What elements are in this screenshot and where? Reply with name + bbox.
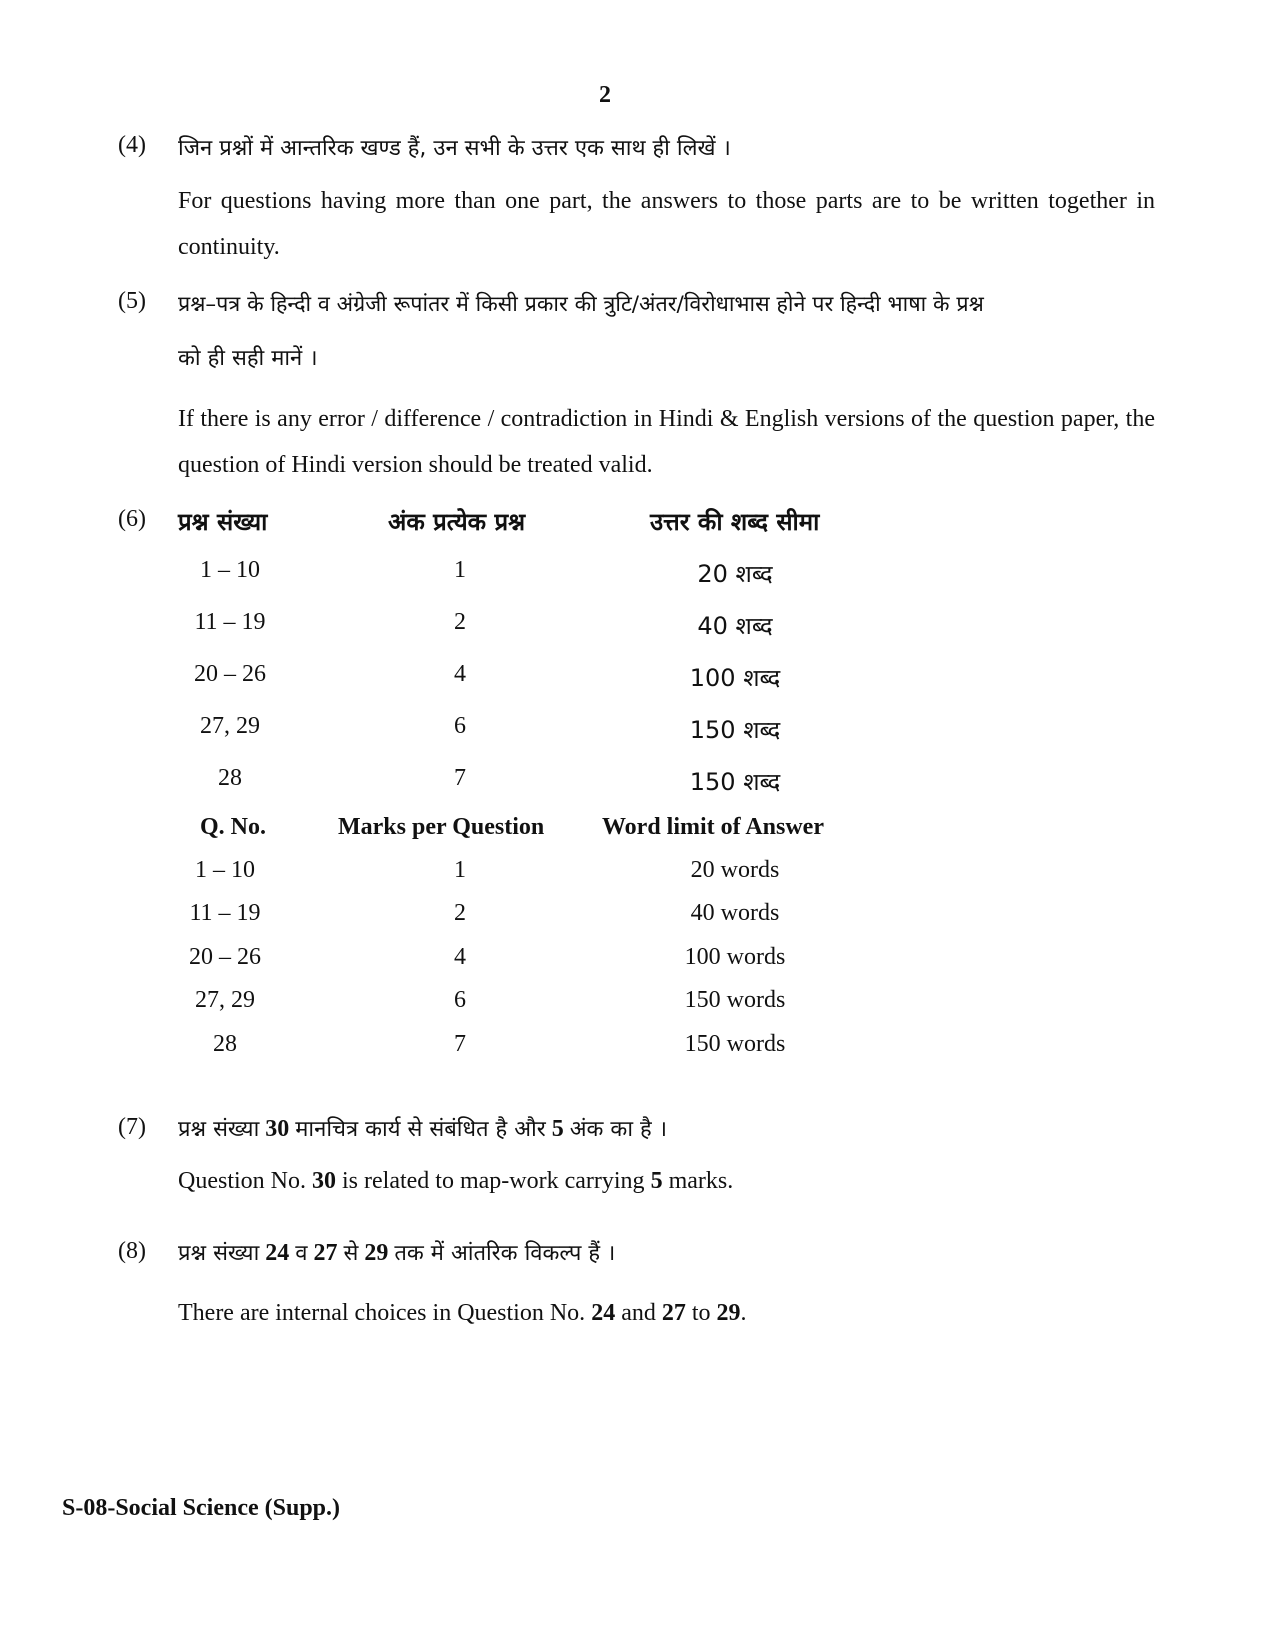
item-6-number: (6) — [118, 506, 146, 532]
table-cell: 20 words — [690, 857, 780, 883]
item-5-english: If there is any error / difference / contradiction in Hindi & English versions of the question paper, the question of Hindi version should be treated valid. — [178, 406, 1155, 478]
table-cell: 11 – 19 — [189, 900, 261, 926]
item-5-hindi-line1: प्रश्न–पत्र के हिन्दी व अंग्रेजी रूपांतर में किसी प्रकार की त्रुटि/अंतर/विरोधाभास होने पर हिन्दी भाषा के प्रश्न — [178, 292, 984, 317]
footer-paper-code: S-08-Social Science (Supp.) — [62, 1495, 341, 1521]
table-cell: 27, 29 — [200, 713, 260, 739]
page-number: 2 — [599, 82, 611, 108]
table-cell: 2 — [454, 900, 466, 926]
item-7-english: Question No. 30 is related to map-work carrying 5 marks. — [178, 1168, 734, 1194]
table-cell: 27, 29 — [195, 987, 255, 1013]
table-cell: 150 शब्द — [689, 768, 781, 796]
table-cell: 20 शब्द — [697, 560, 773, 588]
item-7-number: (7) — [118, 1114, 146, 1140]
table-cell: 1 – 10 — [195, 857, 255, 883]
table-cell: 20 – 26 — [189, 944, 261, 970]
table-cell: 7 — [454, 1031, 466, 1057]
item-7-hindi: प्रश्न संख्या 30 मानचित्र कार्य से संबंधित है और 5 अंक का है । — [178, 1116, 668, 1142]
table-cell: 40 शब्द — [697, 612, 773, 640]
hindi-header-words: उत्तर की शब्द सीमा — [650, 508, 820, 536]
table-cell: 40 words — [690, 900, 780, 926]
table-cell: 150 शब्द — [689, 716, 781, 744]
table-cell: 2 — [454, 609, 466, 635]
table-cell: 7 — [454, 765, 466, 791]
hindi-header-marks: अंक प्रत्येक प्रश्न — [388, 508, 526, 536]
english-header-marks: Marks per Question — [338, 814, 545, 840]
item-4-english: For questions having more than one part, the answers to those parts are to be written together in continuity. — [178, 188, 1155, 260]
table-cell: 150 words — [684, 987, 786, 1013]
english-header-words: Word limit of Answer — [602, 814, 824, 840]
table-cell: 4 — [454, 944, 466, 970]
item-4-number: (4) — [118, 132, 146, 158]
table-cell: 100 शब्द — [689, 664, 781, 692]
item-5-hindi-line2: को ही सही मानें । — [178, 346, 318, 371]
table-cell: 1 – 10 — [200, 557, 260, 583]
table-cell: 150 words — [684, 1031, 786, 1057]
table-cell: 11 – 19 — [194, 609, 266, 635]
table-cell: 20 – 26 — [194, 661, 266, 687]
item-4-hindi: जिन प्रश्नों में आन्तरिक खण्ड हैं, उन सभी के उत्तर एक साथ ही लिखें । — [178, 136, 731, 161]
table-cell: 1 — [454, 557, 466, 583]
table-cell: 28 — [218, 765, 242, 791]
english-header-qno: Q. No. — [200, 814, 266, 840]
table-cell: 6 — [454, 713, 466, 739]
item-5-number: (5) — [118, 288, 146, 314]
item-8-number: (8) — [118, 1238, 146, 1264]
table-cell: 6 — [454, 987, 466, 1013]
table-cell: 28 — [213, 1031, 237, 1057]
table-cell: 4 — [454, 661, 466, 687]
table-cell: 100 words — [684, 944, 786, 970]
hindi-header-qno: प्रश्न संख्या — [178, 508, 268, 536]
table-cell: 1 — [454, 857, 466, 883]
item-8-hindi: प्रश्न संख्या 24 व 27 से 29 तक में आंतरिक विकल्प हैं । — [178, 1240, 616, 1266]
item-8-english: There are internal choices in Question No. 24 and 27 to 29. — [178, 1300, 747, 1326]
